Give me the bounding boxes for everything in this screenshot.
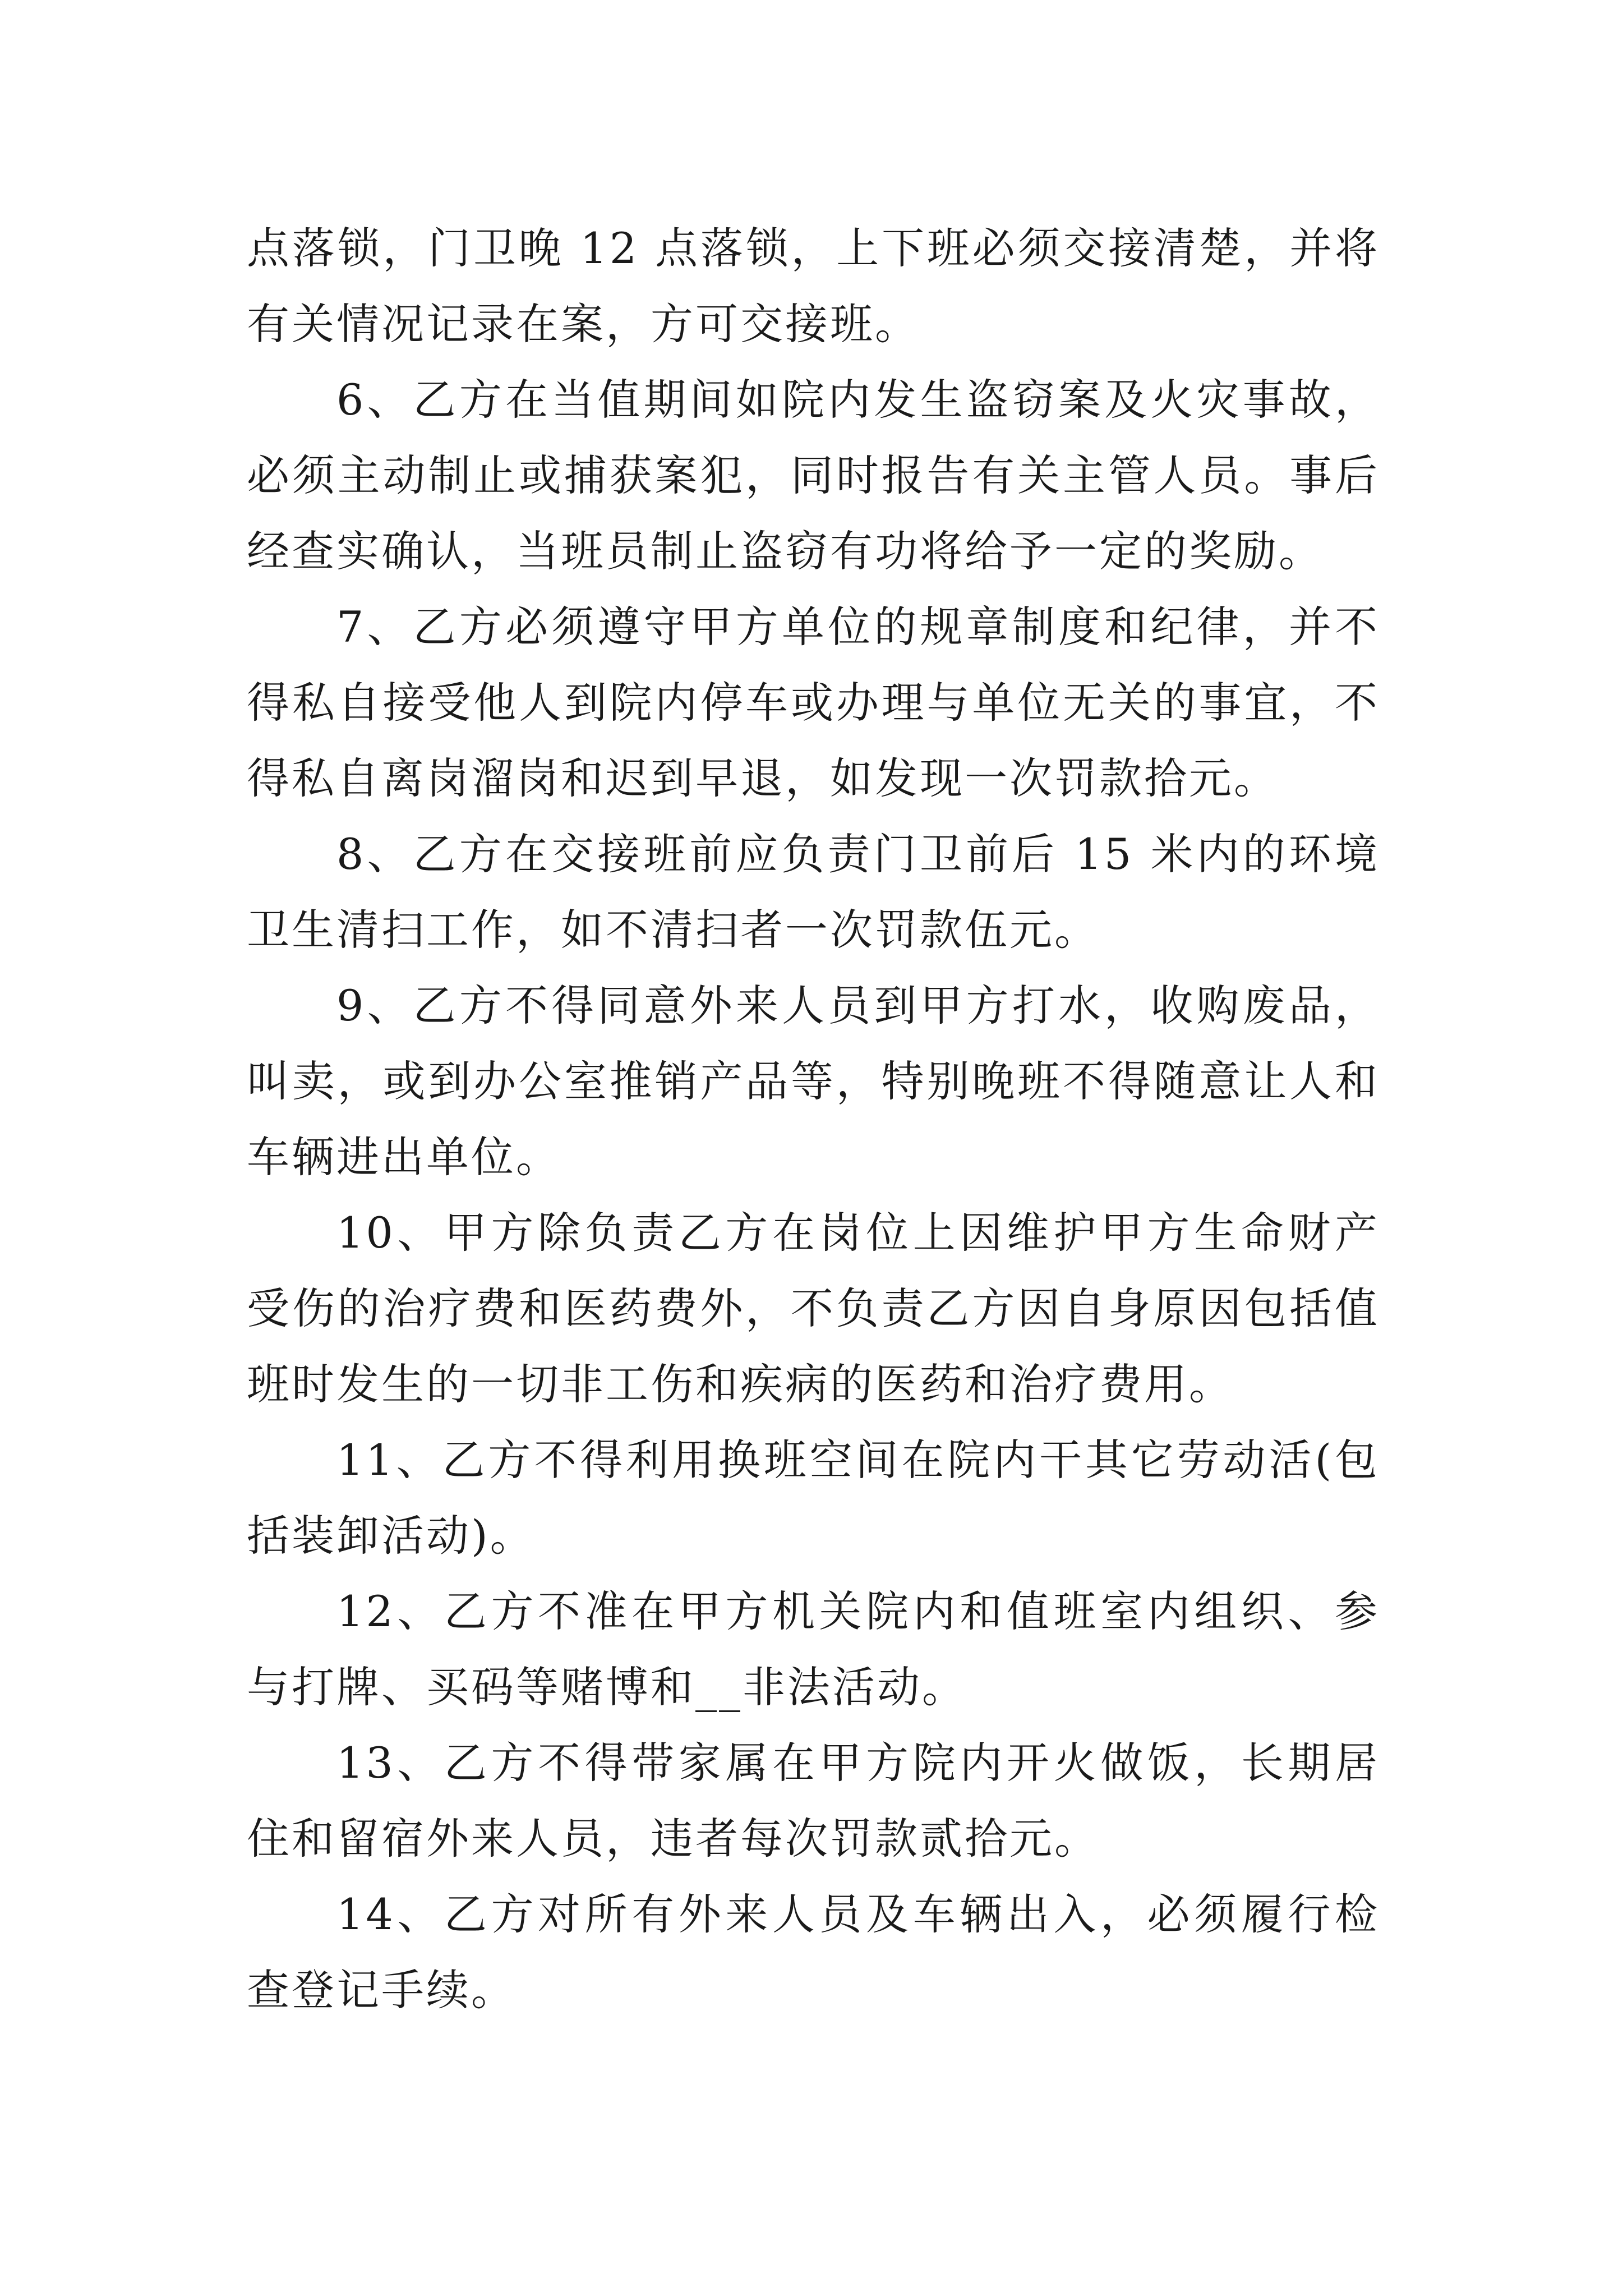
document-body bbox=[247, 210, 1380, 2028]
paragraph-item-12: 12、乙方不准在甲方机关院内和值班室内组织、参与打牌、买码等赌博和__非法活动。 bbox=[247, 1586, 1380, 1712]
paragraph-item-7: 7、乙方必须遵守甲方单位的规章制度和纪律，并不得私自接受他人到院内停车或办理与单位无关的事宜，不得私自离岗溜岗和迟到早退，如发现一次罚款拾元。 bbox=[247, 602, 1380, 803]
paragraph-item-14: 14、乙方对所有外来人员及车辆出入，必须履行检查登记手续。 bbox=[247, 1889, 1380, 2015]
paragraph-item-9: 9、乙方不得同意外来人员到甲方打水，收购废品，叫卖，或到办公室推销产品等，特别晚班不得随意让人和车辆进出单位。 bbox=[247, 981, 1380, 1182]
paragraph-item-8: 8、乙方在交接班前应负责门卫前后 15 米内的环境卫生清扫工作，如不清扫者一次罚款伍元。 bbox=[247, 829, 1380, 955]
paragraph-item-11: 11、乙方不得利用换班空间在院内干其它劳动活(包括装卸活动)。 bbox=[247, 1435, 1380, 1561]
paragraph-item-13: 13、乙方不得带家属在甲方院内开火做饭，长期居住和留宿外来人员，违者每次罚款贰拾元。 bbox=[247, 1738, 1380, 1864]
paragraph-item-10: 10、甲方除负责乙方在岗位上因维护甲方生命财产受伤的治疗费和医药费外，不负责乙方因自身原因包括值班时发生的一切非工伤和疾病的医药和治疗费用。 bbox=[247, 1208, 1380, 1409]
paragraph-item-6: 6、乙方在当值期间如院内发生盗窃案及火灾事故，必须主动制止或捕获案犯，同时报告有关主管人员。事后经查实确认，当班员制止盗窃有功将给予一定的奖励。 bbox=[247, 375, 1380, 576]
paragraph-continued-locking-rules: 点落锁，门卫晚 12 点落锁，上下班必须交接清楚，并将有关情况记录在案，方可交接班。 bbox=[247, 223, 1380, 349]
